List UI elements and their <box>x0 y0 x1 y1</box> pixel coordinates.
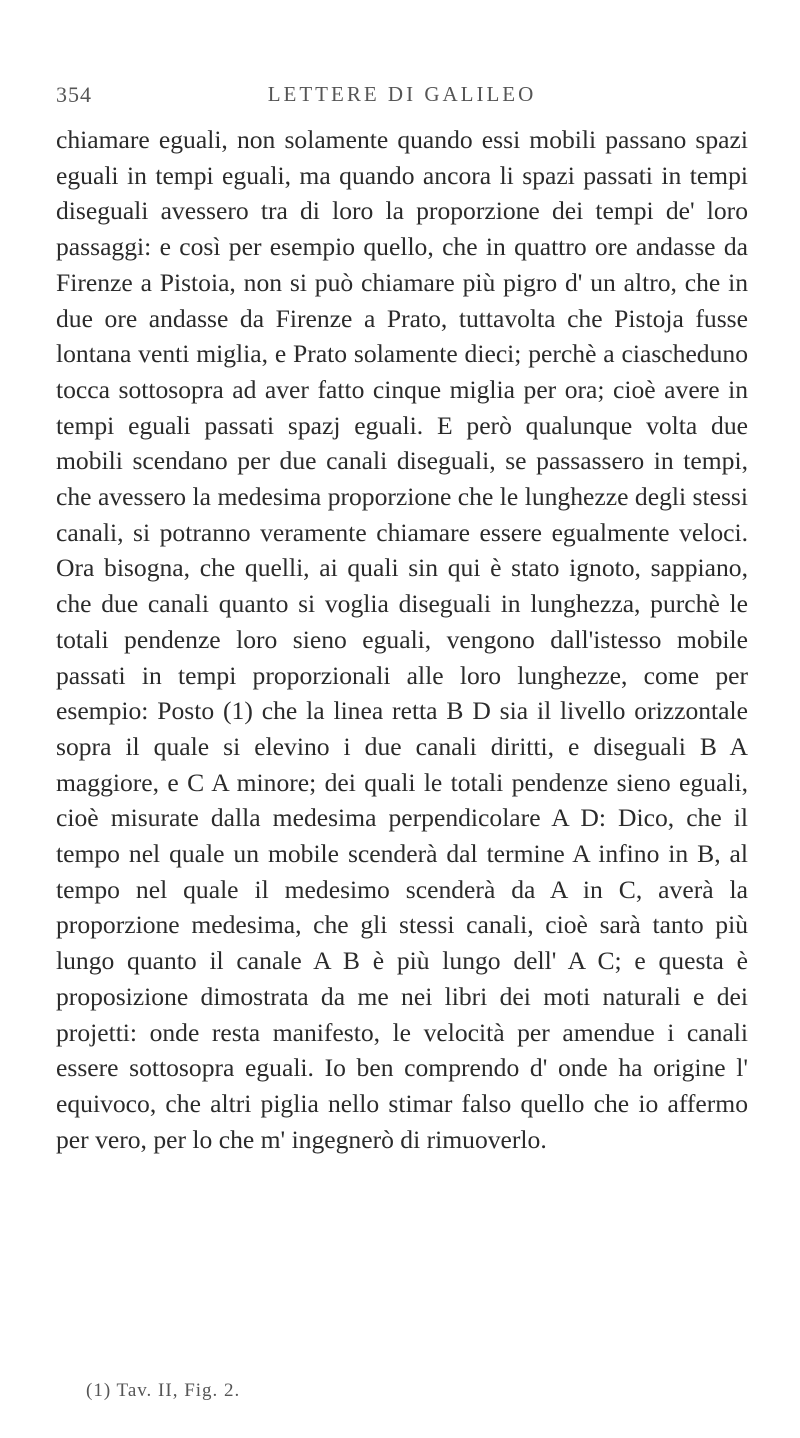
running-head <box>56 82 748 112</box>
footnote: (1) Tav. II, Fig. 2. <box>86 1380 241 1401</box>
running-title: LETTERE DI GALILEO <box>267 82 537 106</box>
body-paragraph: chiamare eguali, non solamente quando essi mobili passano spazi eguali in tempi eguali, ma quando ancora li spazi passati in tempi diseguali avessero tra di loro la proporzione dei tempi de' loro passaggi: e così per esempio quello, che in quattro ore andasse da Firenze a Pistoia, non si può chiamare più pigro d' un altro, che in due ore andasse da Firenze a Prato, tuttavolta che Pistoja fusse lontana venti miglia, e Prato solamente dieci; perchè a ciascheduno tocca sottosopra ad aver fatto cinque miglia per ora; cioè avere in tempi eguali passati spazj eguali. E però qualunque volta due mobili scendano per due canali diseguali, se passassero in tempi, che avessero la medesima proporzione che le lunghezze degli stessi canali, si potranno veramente chiamare essere egualmente veloci. Ora bisogna, che quelli, ai quali sin qui è stato ignoto, sappiano, che due canali quanto si voglia diseguali in lunghezza, purchè le totali pendenze loro sieno eguali, vengono dall'istesso mobile passati in tempi proporzionali alle loro lunghezze, come per esempio: Posto (1) che la linea retta B D sia il livello orizzontale sopra il quale si elevino i due canali diritti, e diseguali B A maggiore, e C A minore; dei quali le totali pendenze sieno eguali, cioè misurate dalla medesima perpendicolare A D: Dico, che il tempo nel quale un mobile scenderà dal termine A infino in B, al tempo nel quale il medesimo scenderà da A in C, averà la proporzione medesima, che gli stessi canali, cioè sarà tanto più lungo quanto il canale A B è più lungo dell' A C; e questa è proposizione dimostrata da me nei libri dei moti naturali e dei projetti: onde resta manifesto, le velocità per amendue i canali essere sottosopra eguali. Io ben comprendo d' onde ha origine l' equivoco, che altri piglia nello stimar falso quello che io affermo per vero, per lo che m' ingegnerò di rimuoverlo. <box>56 125 748 1154</box>
page-number: 354 <box>56 82 92 107</box>
